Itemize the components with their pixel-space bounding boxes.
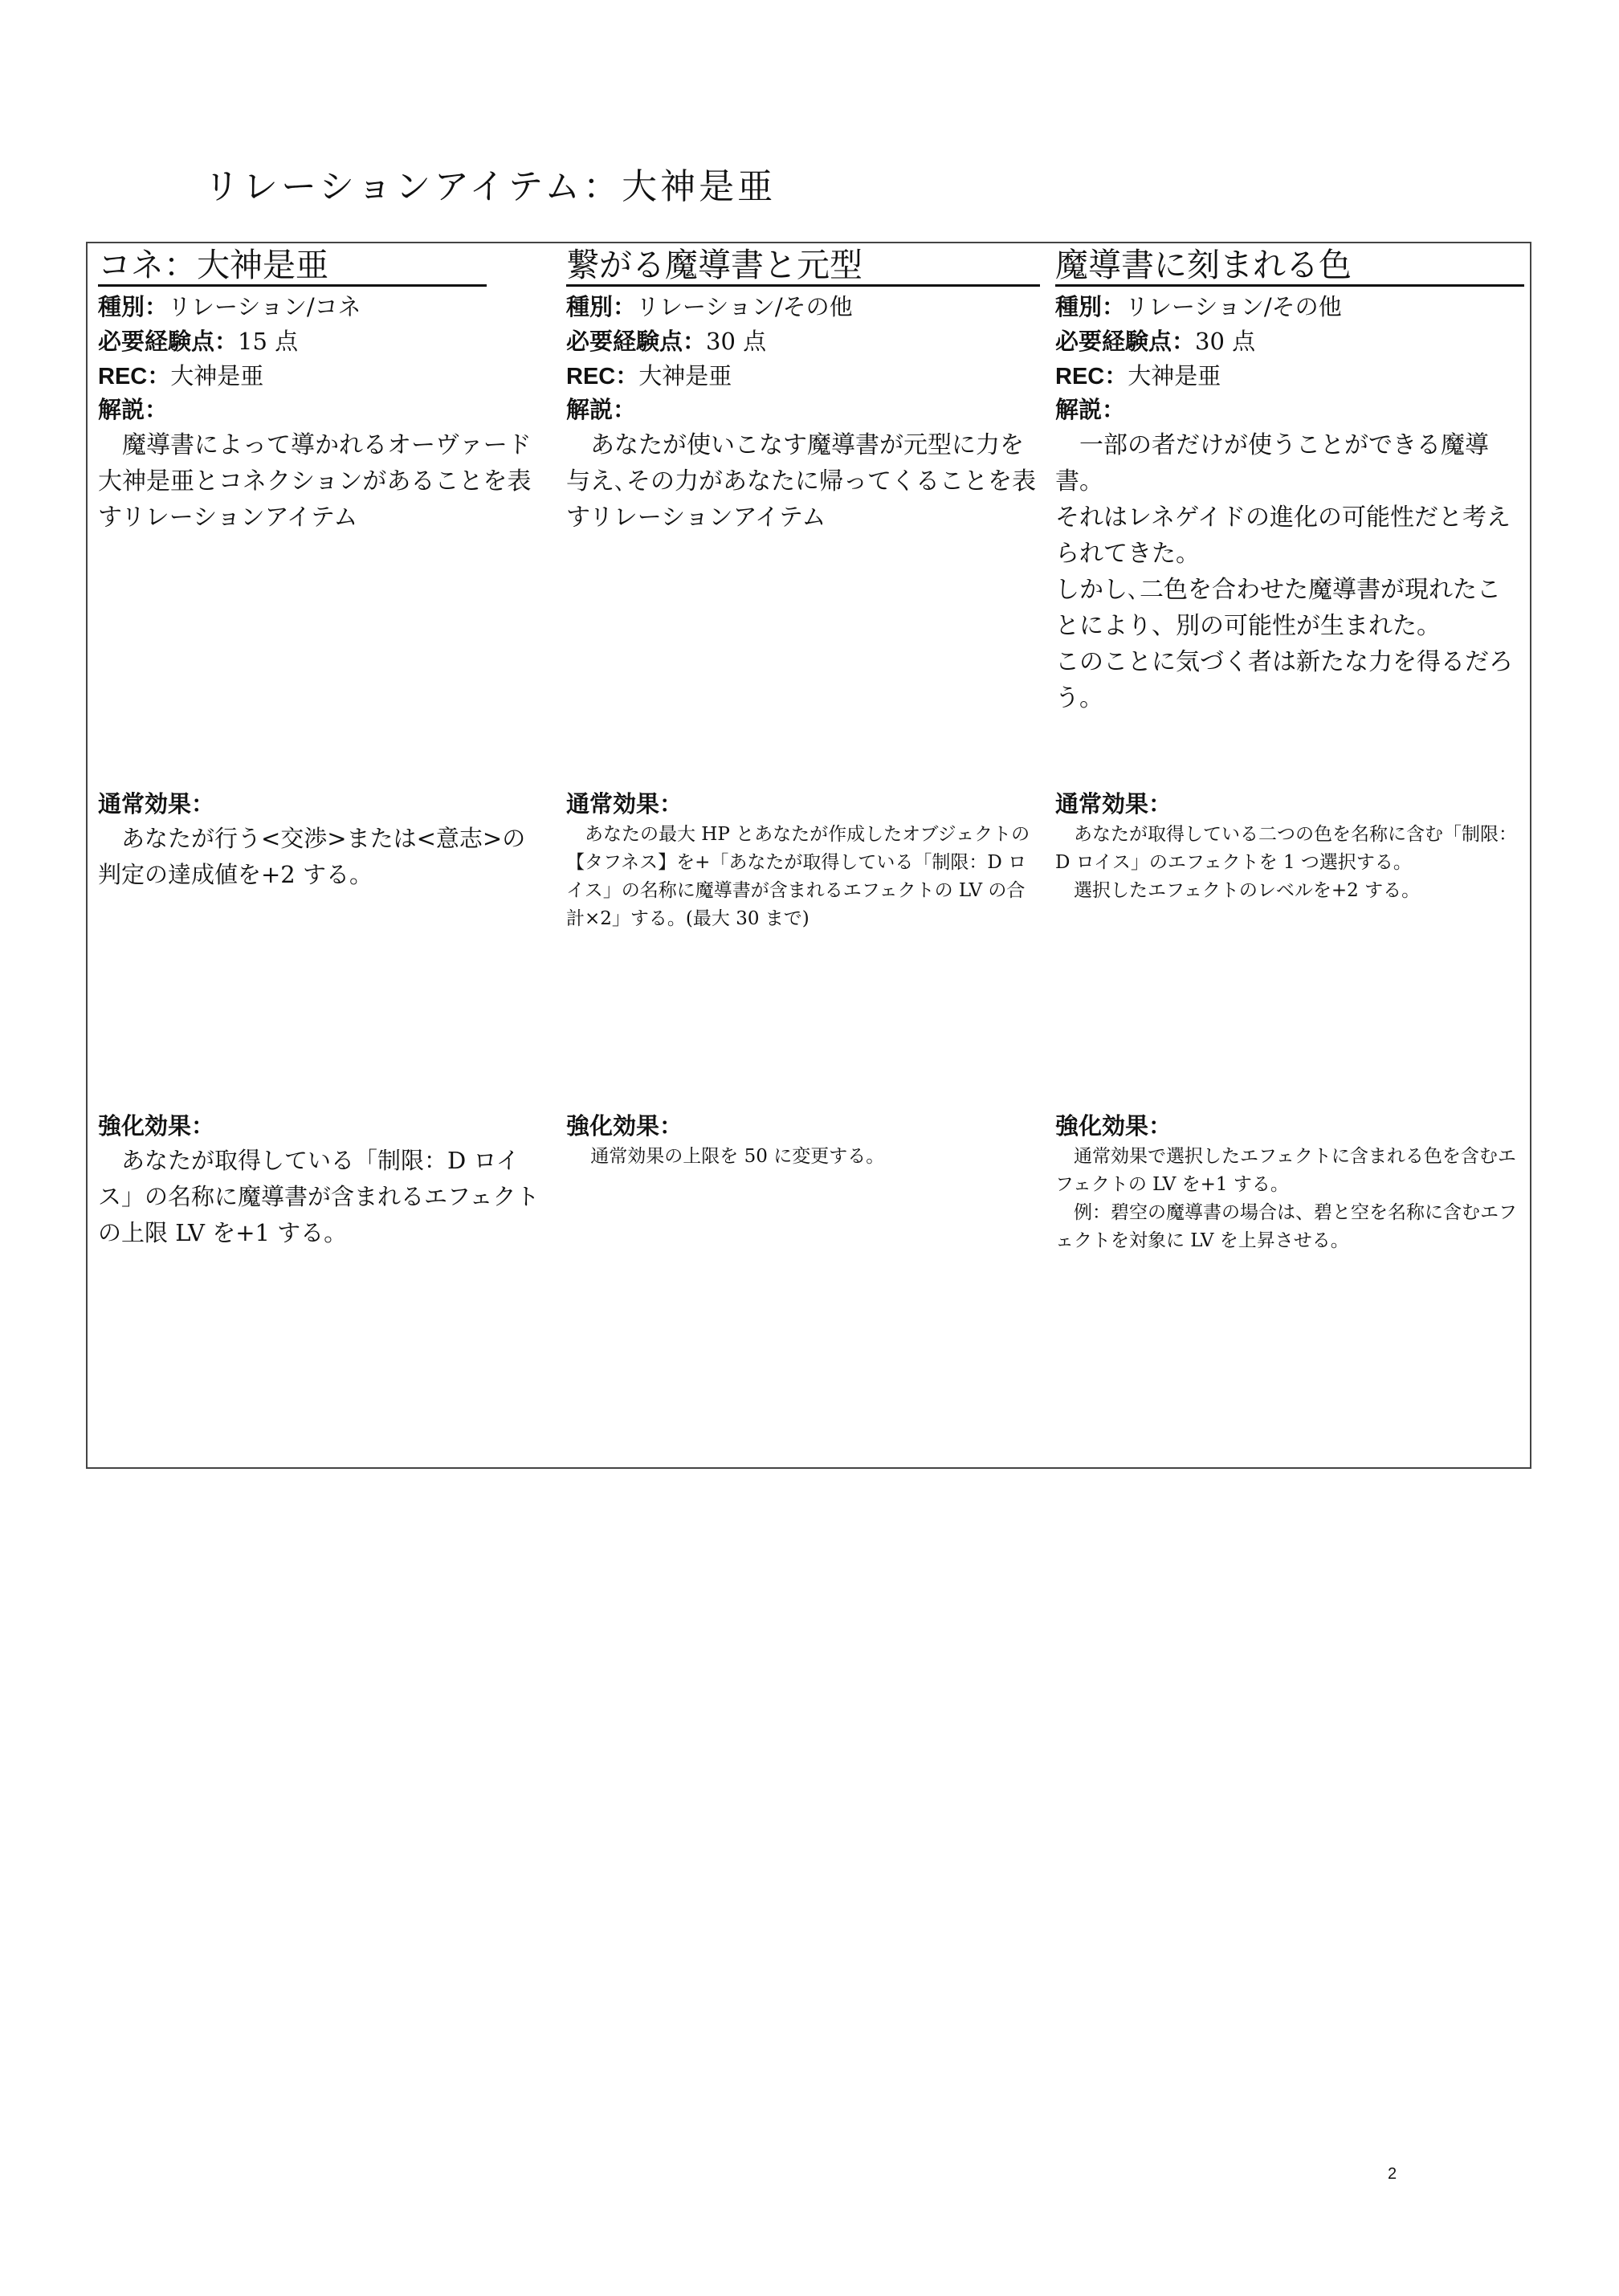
effect-paragraph: 例：碧空の魔導書の場合は、碧と空を名称に含むエフェクトを対象に LV を上昇させる。 [1055,1202,1517,1251]
effect-paragraph: 通常効果で選択したエフェクトに含まれる色を含むエフェクトの LV を+1 する。 [1055,1146,1516,1195]
card-title: 魔導書に刻まれる色 [1055,243,1524,287]
normal-effect-section [1055,789,1524,905]
description-text [98,427,548,536]
rec-label: REC： [98,364,171,389]
page-title: リレーションアイテム：大神是亜 [204,166,777,207]
relation-item-table [86,242,1531,1469]
enhanced-effect-text [1055,1143,1524,1255]
normal-effect-text [1055,821,1524,905]
rec-value: 大神是亜 [170,362,264,389]
enhanced-effect-section [566,1111,1040,1171]
enhanced-effect-text [566,1143,1040,1171]
rec-row [566,359,1040,394]
type-row [98,290,548,324]
description-label: 解説： [566,398,637,423]
normal-effect-label: 通常効果： [98,792,215,818]
description-text [1055,427,1524,716]
type-label: 種別： [1055,295,1126,320]
enhanced-effect-label: 強化効果： [1055,1114,1172,1140]
normal-effect-section [98,789,548,893]
description-paragraph: 一部の者だけが使うことができる魔導書。 [1055,431,1489,495]
rec-row [98,359,548,394]
effect-paragraph: あなたが取得している二つの色を名称に含む「制限：D ロイス」のエフェクトを 1 つ選択する。 [1055,824,1517,873]
rec-row [1055,359,1524,394]
enhanced-effect-text [98,1143,548,1251]
description-paragraph: しかし､二色を合わせた魔導書が現れたことにより、別の可能性が生まれた。 [1055,576,1501,640]
normal-effect-section [566,789,1040,933]
type-value: リレーション/その他 [1125,293,1342,320]
exp-row [566,324,1040,359]
normal-effect-text [566,821,1040,933]
enhanced-effect-section [98,1111,548,1251]
card-meta [1055,290,1524,716]
enhanced-effect-label: 強化効果： [566,1114,683,1140]
card-meta [98,290,548,536]
exp-label: 必要経験点： [1055,329,1196,355]
rec-label: REC： [566,364,639,389]
type-label: 種別： [566,295,637,320]
card-title: 繋がる魔導書と元型 [566,243,1040,287]
effect-paragraph: 選択したエフェクトのレベルを+2 する。 [1055,880,1421,901]
description-label: 解説： [1055,398,1126,423]
effect-paragraph: あなたの最大 HP とあなたが作成したオブジェクトの【タフネス】を+「あなたが取得している「制限：D ロイス」の名称に魔導書が含まれるエフェクトの LV の合計×2」する。(最大 30 まで) [566,824,1030,929]
rec-value: 大神是亜 [638,362,732,389]
exp-label: 必要経験点： [98,329,239,355]
card-title: コネ：大神是亜 [98,243,487,287]
effect-paragraph: あなたが行う<交渉>または<意志>の判定の達成値を+2 する。 [98,825,526,888]
exp-value: 30 点 [706,328,767,355]
effect-paragraph: あなたが取得している「制限：D ロイス」の名称に魔導書が含まれるエフェクトの上限 LV を+1 する。 [98,1147,540,1246]
description-paragraph: このことに気づく者は新たな力を得るだろう。 [1055,648,1513,712]
type-row [566,290,1040,324]
type-value: リレーション/その他 [636,293,853,320]
exp-value: 15 点 [238,328,299,355]
type-label: 種別： [98,295,169,320]
type-value: リレーション/コネ [168,293,361,320]
exp-value: 30 点 [1195,328,1256,355]
page-number: 2 [1388,2165,1397,2183]
normal-effect-label: 通常効果： [1055,792,1172,818]
description-text [566,427,1040,536]
exp-row [98,324,548,359]
relation-card-1 [98,243,548,1467]
enhanced-effect-label: 強化効果： [98,1114,215,1140]
enhanced-effect-section [1055,1111,1524,1255]
effect-paragraph: 通常効果の上限を 50 に変更する。 [566,1146,885,1167]
relation-card-3 [1055,243,1524,1467]
card-meta [566,290,1040,536]
description-label: 解説： [98,398,169,423]
exp-label: 必要経験点： [566,329,707,355]
description-paragraph: あなたが使いこなす魔導書が元型に力を与え､その力があなたに帰ってくることを表すリレーションアイテム [566,431,1036,532]
type-row [1055,290,1524,324]
relation-card-2 [566,243,1040,1467]
rec-label: REC： [1055,364,1128,389]
description-paragraph: それはレネゲイドの進化の可能性だと考えられてきた。 [1055,504,1511,568]
rec-value: 大神是亜 [1128,362,1221,389]
normal-effect-text [98,821,548,893]
exp-row [1055,324,1524,359]
description-paragraph: 魔導書によって導かれるオーヴァード大神是亜とコネクションがあることを表すリレーションアイテム [98,431,532,532]
normal-effect-label: 通常効果： [566,792,683,818]
